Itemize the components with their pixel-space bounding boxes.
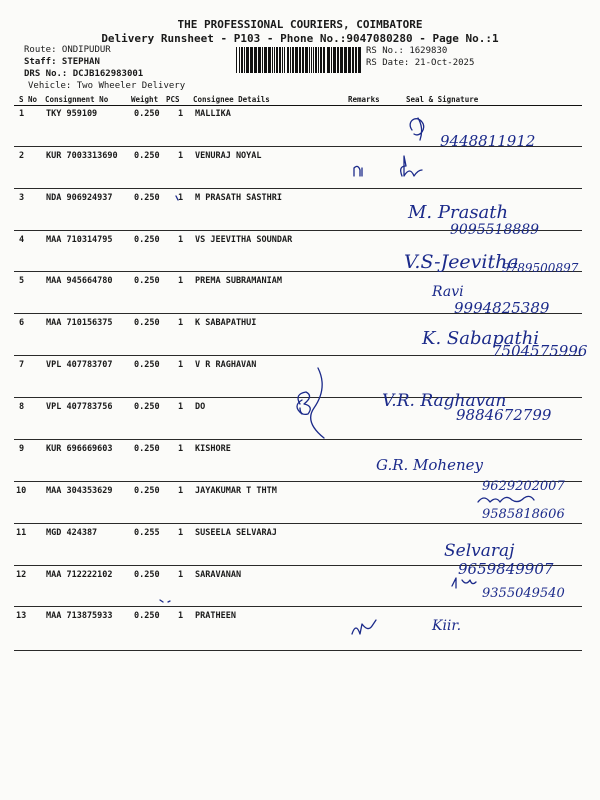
cell-pcs: 1 xyxy=(178,570,184,580)
signature-name: V.S-Jeevitha xyxy=(404,251,519,273)
signature-phone: 9994825389 xyxy=(454,299,550,317)
signature-phone: 9095518889 xyxy=(450,222,540,238)
signature-phone: 9884672799 xyxy=(456,406,552,424)
cell-consignee: K SABAPATHUI xyxy=(195,318,257,328)
cell-pcs: 1 xyxy=(178,528,184,538)
signature-name: M. Prasath xyxy=(408,202,509,223)
cell-consignee: DO xyxy=(195,402,206,412)
cell-weight: 0.250 xyxy=(134,444,160,454)
company-title: THE PROFESSIONAL COURIERS, COIMBATORE xyxy=(177,18,423,31)
cell-consignment: MAA 710156375 xyxy=(46,318,113,328)
remark-mark xyxy=(354,166,362,176)
col-sno: S No xyxy=(19,95,38,104)
signature-mark xyxy=(478,496,534,502)
rs-date: RS Date: 21-Oct-2025 xyxy=(366,58,475,68)
signature-phone: 9659849907 xyxy=(458,560,554,578)
cell-sno: 8 xyxy=(19,402,25,412)
cell-weight: 0.250 xyxy=(134,318,160,328)
cell-consignee: KISHORE xyxy=(195,444,231,454)
col-pcs: PCS xyxy=(166,95,180,104)
cell-consignment: MGD 424387 xyxy=(46,528,98,538)
cell-weight: 0.250 xyxy=(134,360,160,370)
cell-consignment: NDA 906924937 xyxy=(46,193,113,203)
route-label: Route: ONDIPUDUR xyxy=(24,45,111,55)
cell-consignee: VS JEEVITHA SOUNDAR xyxy=(195,235,293,245)
cell-weight: 0.250 xyxy=(134,611,160,621)
col-consignment: Consignment No xyxy=(45,95,109,104)
cell-consignment: TKY 959109 xyxy=(46,109,98,119)
vehicle-label: Vehicle: Two Wheeler Delivery xyxy=(28,81,186,91)
cell-sno: 7 xyxy=(19,360,25,370)
cell-sno: 11 xyxy=(16,528,27,538)
staff-label: Staff: STEPHAN xyxy=(24,57,100,67)
cell-pcs: 1 xyxy=(178,235,184,245)
cell-consignee: PREMA SUBRAMANIAM xyxy=(195,276,282,286)
drs-number: DRS No.: DCJB162983001 xyxy=(24,69,144,79)
signature-mark xyxy=(410,118,424,140)
cell-consignment: MAA 304353629 xyxy=(46,486,113,496)
cell-consignee: M PRASATH SASTHRI xyxy=(195,193,282,203)
signature-mark xyxy=(401,156,422,176)
cell-sno: 4 xyxy=(19,235,25,245)
cell-consignment: MAA 945664780 xyxy=(46,276,113,286)
cell-consignment: MAA 710314795 xyxy=(46,235,113,245)
cell-sno: 13 xyxy=(16,611,27,621)
cell-pcs: 1 xyxy=(178,611,184,621)
signature-phone: 9585818606 xyxy=(482,507,565,522)
signature-mark xyxy=(452,578,476,588)
signature-name: Ravi xyxy=(432,284,464,300)
cell-consignee: JAYAKUMAR T THTM xyxy=(195,486,277,496)
signature-mark xyxy=(352,620,376,634)
cell-consignee: MALLIKA xyxy=(195,109,231,119)
signature-mark xyxy=(311,368,324,438)
cell-pcs: 1 xyxy=(178,318,184,328)
cell-consignee: SUSEELA SELVARAJ xyxy=(195,528,277,538)
cell-consignee: V R RAGHAVAN xyxy=(195,360,257,370)
cell-weight: 0.250 xyxy=(134,193,160,203)
cell-sno: 2 xyxy=(19,151,25,161)
cell-sno: 10 xyxy=(16,486,27,496)
cell-pcs: 1 xyxy=(178,193,184,203)
cell-consignee: PRATHEEN xyxy=(195,611,236,621)
cell-weight: 0.250 xyxy=(134,486,160,496)
cell-weight: 0.250 xyxy=(134,402,160,412)
runsheet-title: Delivery Runsheet - P103 - Phone No.:9047080280 - Page No.:1 xyxy=(101,32,499,45)
cell-consignment: VPL 407783707 xyxy=(46,360,113,370)
signature-phone: 9355049540 xyxy=(482,586,565,601)
cell-consignee: VENURAJ NOYAL xyxy=(195,151,262,161)
cell-consignment: KUR 696669603 xyxy=(46,444,113,454)
cell-pcs: 1 xyxy=(178,402,184,412)
signature-phone: 9629202007 xyxy=(482,479,565,494)
signature-mark xyxy=(298,392,310,414)
cell-sno: 1 xyxy=(19,109,25,119)
col-seal: Seal & Signature xyxy=(406,95,479,104)
cell-weight: 0.250 xyxy=(134,235,160,245)
signature-name: K. Sabapathi xyxy=(422,328,540,349)
signature-name: V.R. Raghavan xyxy=(382,391,507,411)
cell-consignment: KUR 7003313690 xyxy=(46,151,118,161)
cell-pcs: 1 xyxy=(178,151,184,161)
cell-sno: 5 xyxy=(19,276,25,286)
stray-ink-mark xyxy=(160,196,178,602)
signature-name: G.R. Moheney xyxy=(376,456,483,474)
cell-weight: 0.250 xyxy=(134,109,160,119)
signature-phone: 7504575996 xyxy=(492,342,588,360)
cell-weight: 0.255 xyxy=(134,528,160,538)
cell-pcs: 1 xyxy=(178,109,184,119)
cell-pcs: 1 xyxy=(178,486,184,496)
cell-pcs: 1 xyxy=(178,276,184,286)
signature-name: Selvaraj xyxy=(444,541,515,561)
cell-weight: 0.250 xyxy=(134,276,160,286)
cell-sno: 9 xyxy=(19,444,25,454)
cell-pcs: 1 xyxy=(178,360,184,370)
col-weight: Weight xyxy=(131,95,159,104)
cell-sno: 12 xyxy=(16,570,27,580)
cell-sno: 6 xyxy=(19,318,25,328)
cell-consignee: SARAVANAN xyxy=(195,570,242,580)
cell-consignment: MAA 713875933 xyxy=(46,611,113,621)
col-remarks: Remarks xyxy=(348,95,380,104)
cell-sno: 3 xyxy=(19,193,25,203)
signature-phone: 9448811912 xyxy=(440,132,536,150)
cell-weight: 0.250 xyxy=(134,151,160,161)
signature-name: Kiir. xyxy=(432,618,462,634)
cell-consignment: MAA 712222102 xyxy=(46,570,113,580)
cell-weight: 0.250 xyxy=(134,570,160,580)
cell-consignment: VPL 407783756 xyxy=(46,402,113,412)
rs-number: RS No.: 1629830 xyxy=(366,46,448,56)
cell-pcs: 1 xyxy=(178,444,184,454)
signature-phone: 9789500897 xyxy=(502,261,579,275)
col-consignee: Consignee Details xyxy=(193,95,270,104)
